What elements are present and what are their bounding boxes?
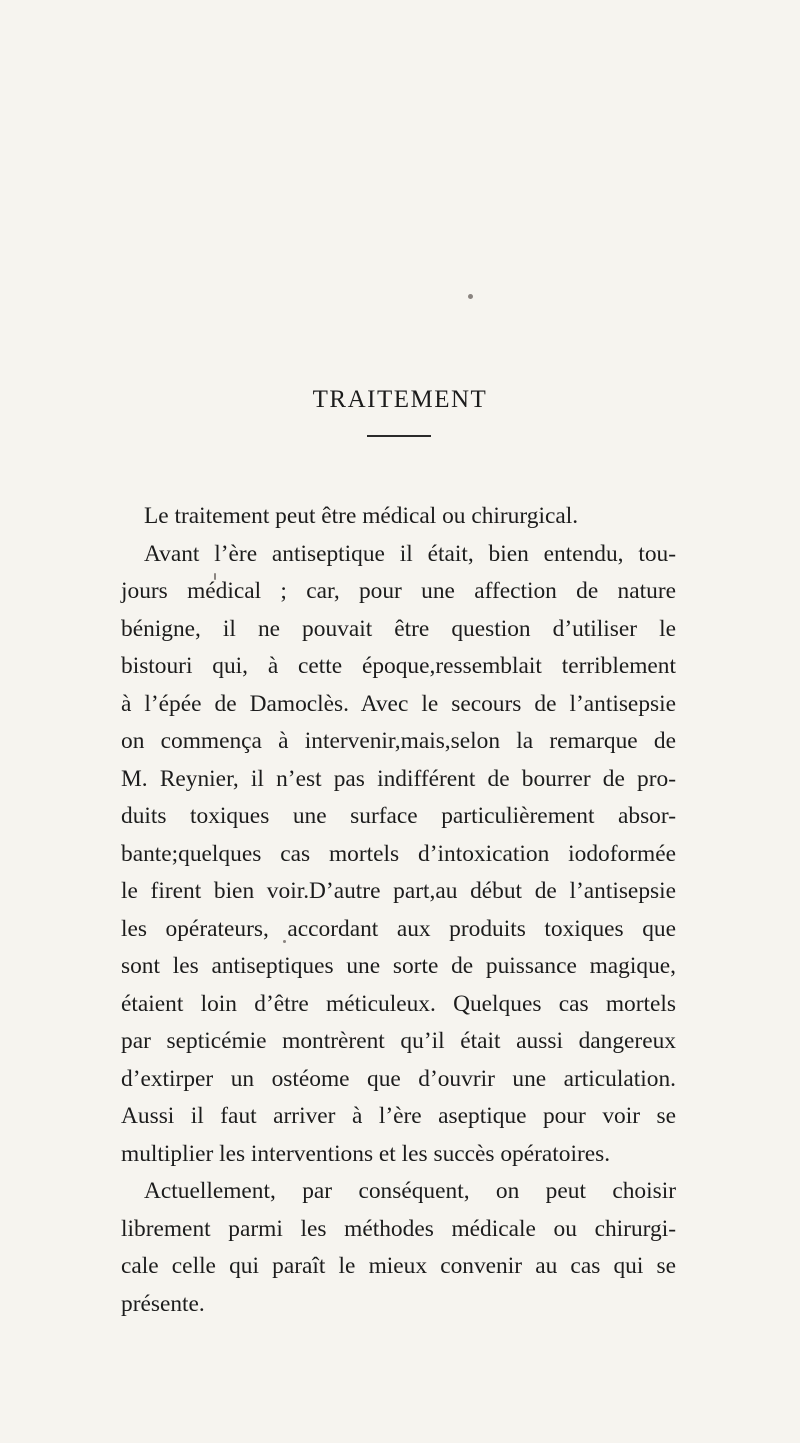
text-line: sont les antiseptiques une sorte de puissance magique, [121,953,676,979]
text-line: on commença à intervenir,mais,selon la remarque de [121,728,676,754]
text-line: multiplier les interventions et les succès opératoires. [121,1140,611,1167]
text-line: jours médical ; car, pour une affection de nature [121,578,676,604]
text-line: bénigne, il ne pouvait être question d’utiliser le [121,615,676,642]
text-line: Actuellement, par conséquent, on peut choisir [144,1178,676,1204]
text-line: bistouri qui, à cette époque,ressemblait terriblement [121,653,676,679]
page-title: TRAITEMENT [312,385,488,413]
text-line: à l’épée de Damoclès. Avec le secours de l’antisepsie [121,690,676,717]
ink-speck [468,294,473,299]
text-line: cale celle qui paraît le mieux convenir au cas qui se [121,1253,676,1279]
text-line: librement parmi les méthodes médicale ou chirurgi- [121,1215,676,1242]
text-line: d’extirper un ostéome que d’ouvrir une articulation. [121,1065,676,1092]
text-line: les opérateurs, accordant aux produits toxiques que [121,915,676,942]
text-line: par septicémie montrèrent qu’il était aussi dangereux [121,1028,676,1054]
text-line: bante;quelques cas mortels d’intoxication iodoformée [121,840,676,867]
text-line: Aussi il faut arriver à l’ère aseptique pour voir se [121,1103,676,1129]
text-line: le firent bien voir.D’autre part,au début de l’antisepsie [121,878,676,904]
text-line: présente. [121,1290,205,1317]
text-line: étaient loin d’être méticuleux. Quelques cas mortels [121,990,676,1017]
text-line: Avant l’ère antiseptique il était, bien entendu, tou- [144,540,676,567]
body-text [121,498,676,1323]
title-divider [367,435,431,437]
text-line: Le traitement peut être médical ou chirurgical. [144,503,579,529]
text-line: M. Reynier, il n’est pas indifférent de bourrer de pro- [121,765,676,792]
text-line: duits toxiques une surface particulièrement absor- [121,803,676,829]
